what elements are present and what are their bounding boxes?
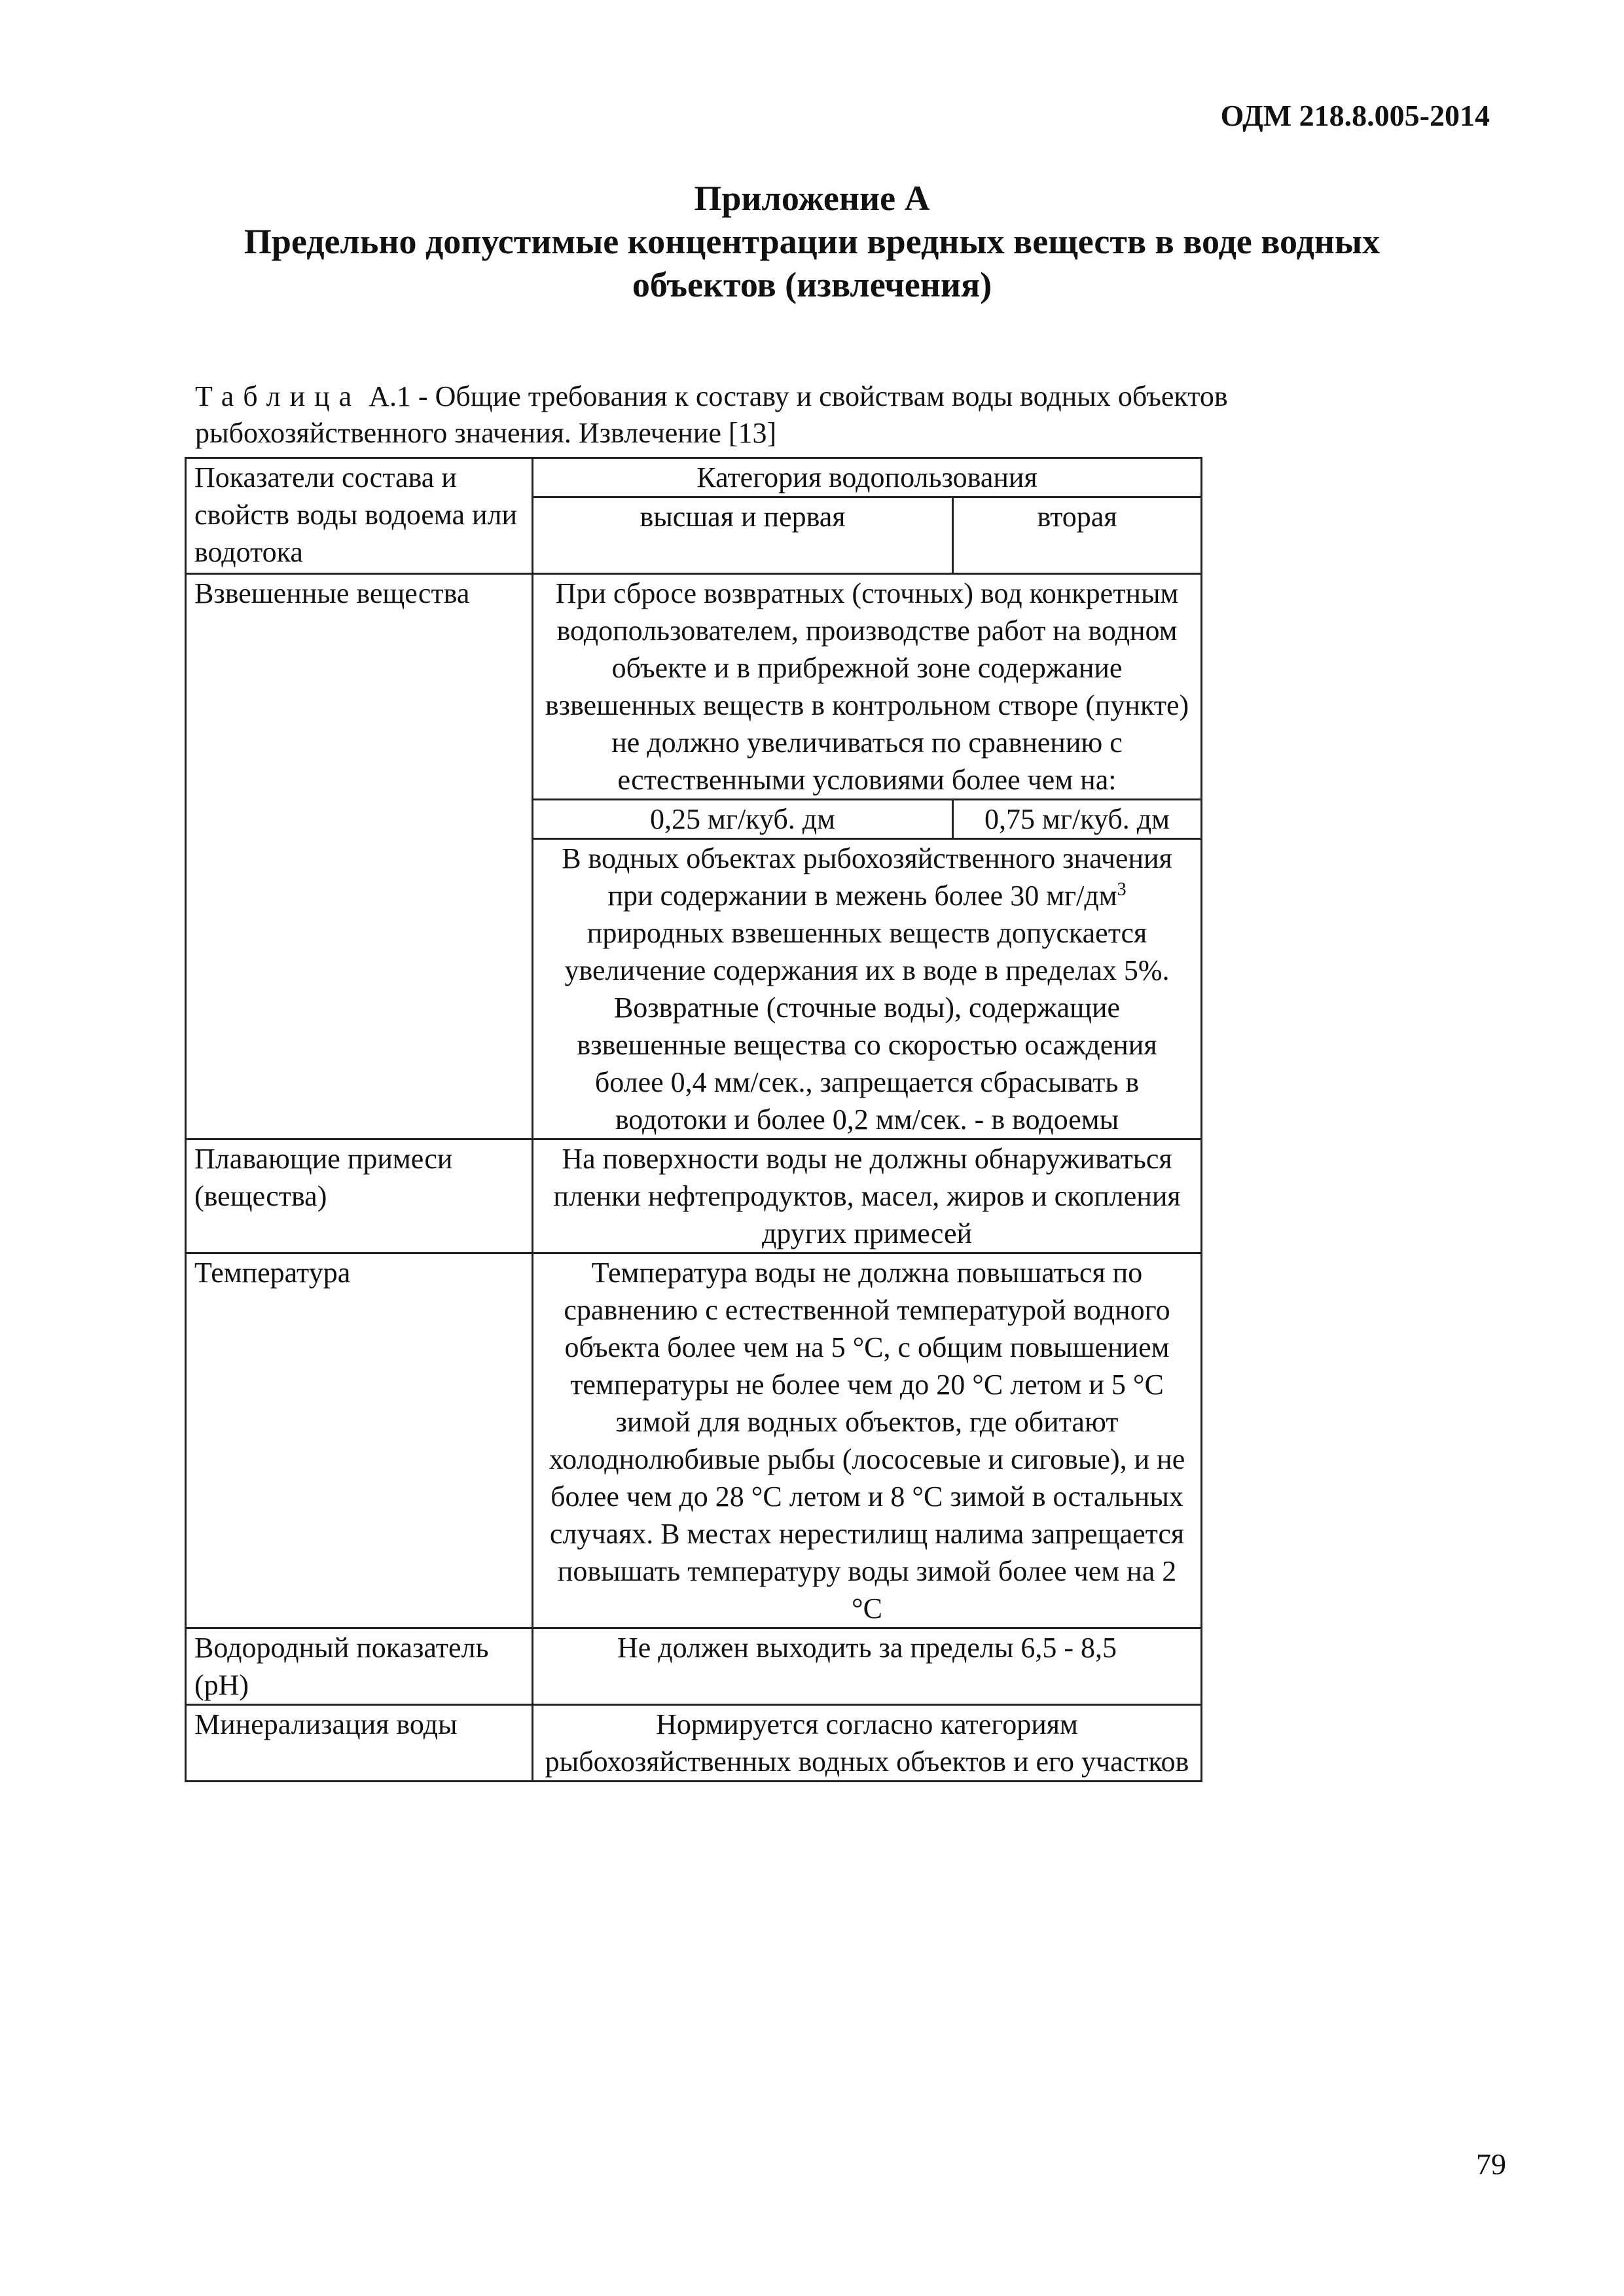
norm-suspended-cat2: 0,75 мг/куб. дм xyxy=(953,800,1202,839)
document-code: ОДМ 218.8.005-2014 xyxy=(1220,99,1490,132)
appendix-title xyxy=(0,177,1624,306)
header-category: Категория водопользования xyxy=(533,458,1202,497)
table-row xyxy=(186,1139,1202,1253)
norm-suspended-return-water: Возвратные (сточные воды), содержащие взвешенные вещества со скоростью осаждения более 0,4 мм/сек., запрещается сбрасывать в водотоки и более 0,2 мм/сек. - в водоемы xyxy=(577,992,1157,1136)
table-caption-prefix: Таблица xyxy=(195,380,361,412)
header-parameter: Показатели состава и свойств воды водоема или водотока xyxy=(186,458,533,574)
table-caption-text: А.1 - Общие требования к составу и свойствам воды водных объектов рыбохозяйственного значения. Извлечение [13] xyxy=(195,380,1228,449)
page-number: 79 xyxy=(1476,2147,1506,2181)
param-suspended: Взвешенные вещества xyxy=(186,574,533,1139)
table-row xyxy=(186,1253,1202,1628)
norm-ph: Не должен выходить за пределы 6,5 - 8,5 xyxy=(533,1628,1202,1705)
table-caption xyxy=(195,378,1471,452)
table-header-row xyxy=(186,458,1202,497)
appendix-heading: Приложение А xyxy=(694,179,930,218)
requirements-table xyxy=(185,457,1202,1782)
param-temperature: Температура xyxy=(186,1253,533,1628)
table-row xyxy=(186,574,1202,800)
table-row xyxy=(186,1628,1202,1705)
param-ph: Водородный показатель (рН) xyxy=(186,1628,533,1705)
norm-suspended-general: При сбросе возвратных (сточных) вод конкретным водопользователем, производстве работ на водном объекте и в прибрежной зоне содержание взвешенных веществ в контрольном створе (пункте) не должно увеличиваться по сравнению с естественными условиями более чем на: xyxy=(533,574,1202,800)
param-mineralization: Минерализация воды xyxy=(186,1705,533,1782)
norm-suspended-natural xyxy=(541,840,1193,989)
norm-suspended-cat1: 0,25 мг/куб. дм xyxy=(533,800,953,839)
norm-text: В водных объектах рыбохозяйственного значения при содержании в межень более 30 мг/дм xyxy=(562,842,1172,912)
norm-mineralization: Нормируется согласно категориям рыбохозяйственных водных объектов и его участков xyxy=(533,1705,1202,1782)
header-category-second: вторая xyxy=(953,497,1202,574)
param-floating: Плавающие примеси (вещества) xyxy=(186,1139,533,1253)
norm-temperature: Температура воды не должна повышаться по сравнению с естественной температурой водного объекта более чем на 5 °С, с общим повышением температуры не более чем до 20 °С летом и 5 °С зимой для водных объектов, где обитают холоднолюбивые рыбы (лососевые и сиговые), и не более чем до 28 °С летом и 8 °С зимой в остальных случаях. В местах нерестилищ налима запрещается повышать температуру воды зимой более чем на 2 °С xyxy=(533,1253,1202,1628)
table-row xyxy=(186,1705,1202,1782)
norm-floating: На поверхности воды не должны обнаруживаться пленки нефтепродуктов, масел, жиров и скопления других примесей xyxy=(533,1139,1202,1253)
norm-suspended-details xyxy=(533,839,1202,1139)
superscript: 3 xyxy=(1117,879,1127,900)
norm-text: природных взвешенных веществ допускается увеличение содержания их в воде в пределах 5%. xyxy=(564,917,1170,986)
header-category-high-first: высшая и первая xyxy=(533,497,953,574)
appendix-subheading: Предельно допустимые концентрации вредных веществ в воде водных объектов (извлечения) xyxy=(244,222,1380,304)
